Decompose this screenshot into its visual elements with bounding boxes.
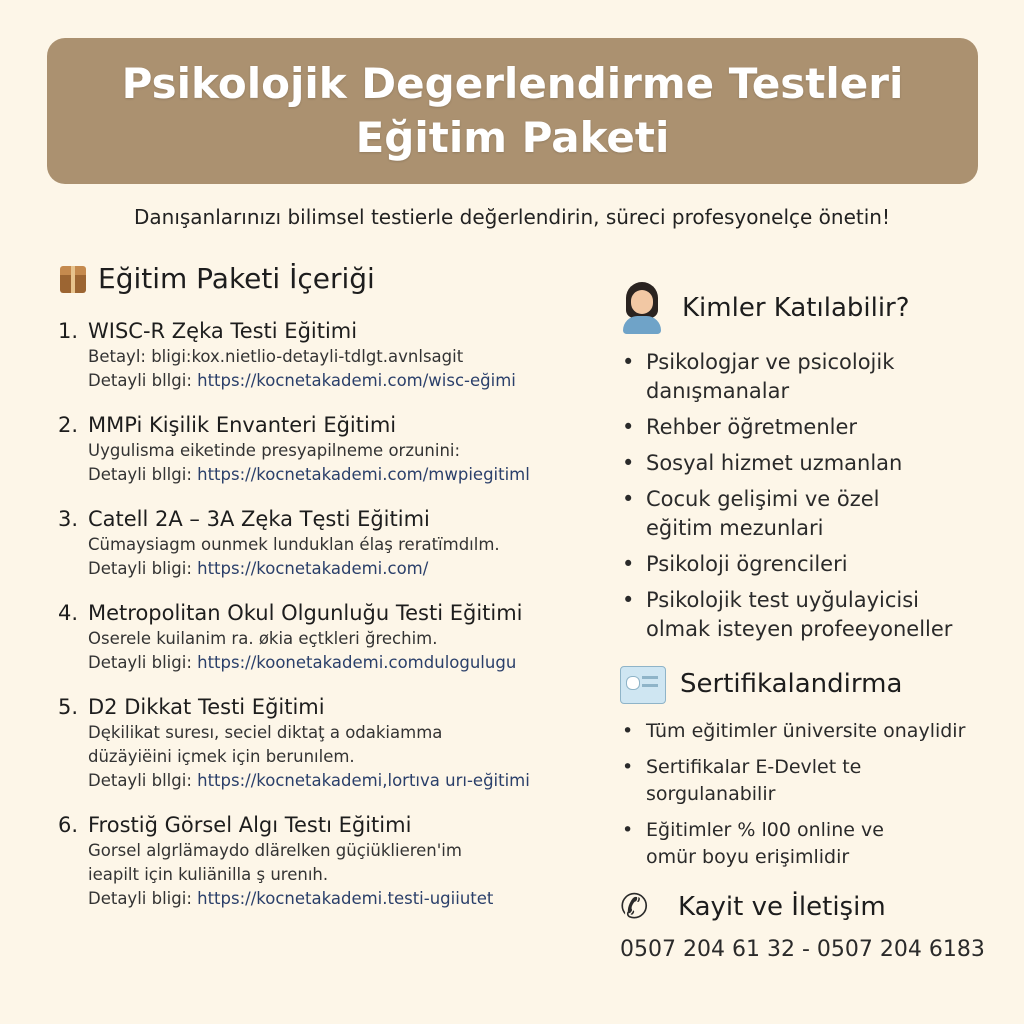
list-item: • Eğitimler % l00 online ve omür boyu erişimlidir — [620, 817, 916, 871]
module-title: 3. Catell 2A – 3A Zęka Tęsti Eğitimi — [58, 507, 430, 531]
module-link[interactable]: https://kocnetakademi.com/ — [197, 559, 429, 578]
module-item — [58, 505, 598, 581]
module-title: 4. Metropolitan Okul Olgunluğu Testi Eğitimi — [58, 601, 523, 625]
module-item — [58, 411, 598, 487]
package-icon — [58, 264, 88, 294]
title-line-2: Eğitim Paketi — [355, 113, 670, 162]
certificate-icon — [620, 664, 664, 704]
list-item: • Psikoloji ögrencileri — [620, 550, 1010, 579]
module-title: 5. D2 Dikkat Testi Eğitimi — [58, 695, 325, 719]
module-description-2: ieapilt için kuliänilla ş urenıh. — [88, 865, 329, 884]
module-description: Dękilikat suresı, seciel diktaţ a odakiamma — [88, 723, 443, 742]
module-link[interactable]: https://kocnetakademi,lortıva urı-eğitimi — [197, 771, 530, 790]
person-icon — [620, 282, 664, 334]
package-heading-text: Eğitim Paketi İçeriği — [98, 262, 375, 295]
module-title: 6. Frostiğ Görsel Algı Testı Eğitimi — [58, 813, 412, 837]
list-item: • Rehber öğretmenler — [620, 413, 1010, 442]
package-heading — [58, 262, 598, 295]
list-item: • Cocuk gelişimi ve özel eğitim mezunlari — [620, 485, 926, 543]
phone-icon: ✆ — [620, 887, 649, 927]
title-line-1: Psikolojik Degerlendirme Testleri — [121, 59, 904, 108]
module-detail: Detayli bligi: https://kocnetakademi.com/ — [88, 559, 429, 578]
module-description: Uygulisma eiketinde presyapilneme orzunini: — [88, 441, 461, 460]
certification-list — [620, 718, 1010, 871]
module-detail: Detayli bllgi: https://kocnetakademi.com/wisc-eğimi — [88, 371, 516, 390]
certification-heading-text: Sertifikalandirma — [680, 669, 903, 699]
list-item: • Sosyal hizmet uzmanlan — [620, 449, 1010, 478]
module-item — [58, 693, 598, 793]
module-detail: Detayli bllgi: https://kocnetakademi,lortıva urı-eğitimi — [88, 771, 530, 790]
audience-heading — [620, 282, 1010, 334]
module-link[interactable]: https://kocnetakademi.com/wisc-eğimi — [197, 371, 516, 390]
module-item — [58, 317, 598, 393]
module-description: Gorsel algrlämaydo dlärelken güçiüklieren'im — [88, 841, 462, 860]
package-section — [58, 262, 598, 929]
module-title: 1. WISC-R Zęka Testi Eğitimi — [58, 319, 358, 343]
module-description: Betayl: bligi:kox.nietlio-detayli-tdlgt.avnlsagit — [88, 347, 464, 366]
module-detail: Detayli bligi: https://kocnetakademi.testi-ugiiutet — [88, 889, 494, 908]
list-item: • Psikologjar ve psicolojik danışmanalar — [620, 348, 926, 406]
module-title: 2. MMPi Kişilik Envanteri Eğitimi — [58, 413, 397, 437]
module-item — [58, 811, 598, 911]
contact-heading-text: Kayit ve İletişim — [678, 892, 886, 922]
info-column — [620, 282, 1010, 962]
audience-heading-text: Kimler Katılabilir? — [682, 293, 910, 323]
contact-section — [620, 887, 1010, 962]
contact-heading — [620, 887, 1010, 927]
audience-list — [620, 348, 1010, 644]
module-list — [58, 317, 598, 911]
module-detail: Detayli bllgi: https://kocnetakademi.com/mwpiegitiml — [88, 465, 530, 484]
module-link[interactable]: https://kocnetakademi.testi-ugiiutet — [197, 889, 494, 908]
module-description: Cümaysiagm ounmek lunduklan élaş reratïmdılm. — [88, 535, 500, 554]
list-item: • Sertifikalar E-Devlet te sorgulanabilir — [620, 754, 896, 808]
list-item: • Tüm eğitimler üniversite onaylidir — [620, 718, 1010, 745]
module-description: Oserele kuilanim ra. økia eçtkleri ğrechim. — [88, 629, 438, 648]
audience-section — [620, 282, 1010, 644]
module-link[interactable]: https://kocnetakademi.com/mwpiegitiml — [197, 465, 530, 484]
subtitle: Danışanlarınızı bilimsel testierle değerlendirin, süreci profesyonelçe önetin! — [133, 205, 890, 229]
phone-numbers[interactable]: 0507 204 61 32 - 0507 204 6183 — [620, 937, 985, 962]
module-detail: Detayli bligi: https://koonetakademi.comdulogulugu — [88, 653, 517, 672]
module-item — [58, 599, 598, 675]
title-banner — [47, 38, 978, 184]
certification-heading — [620, 664, 1010, 704]
certification-section — [620, 664, 1010, 871]
module-link[interactable]: https://koonetakademi.comdulogulugu — [197, 653, 517, 672]
module-description-2: düzäyiëini içmek için berunılem. — [88, 747, 355, 766]
list-item: • Psikolojik test uyğulayicisi olmak isteyen profeeyoneller — [620, 586, 966, 644]
